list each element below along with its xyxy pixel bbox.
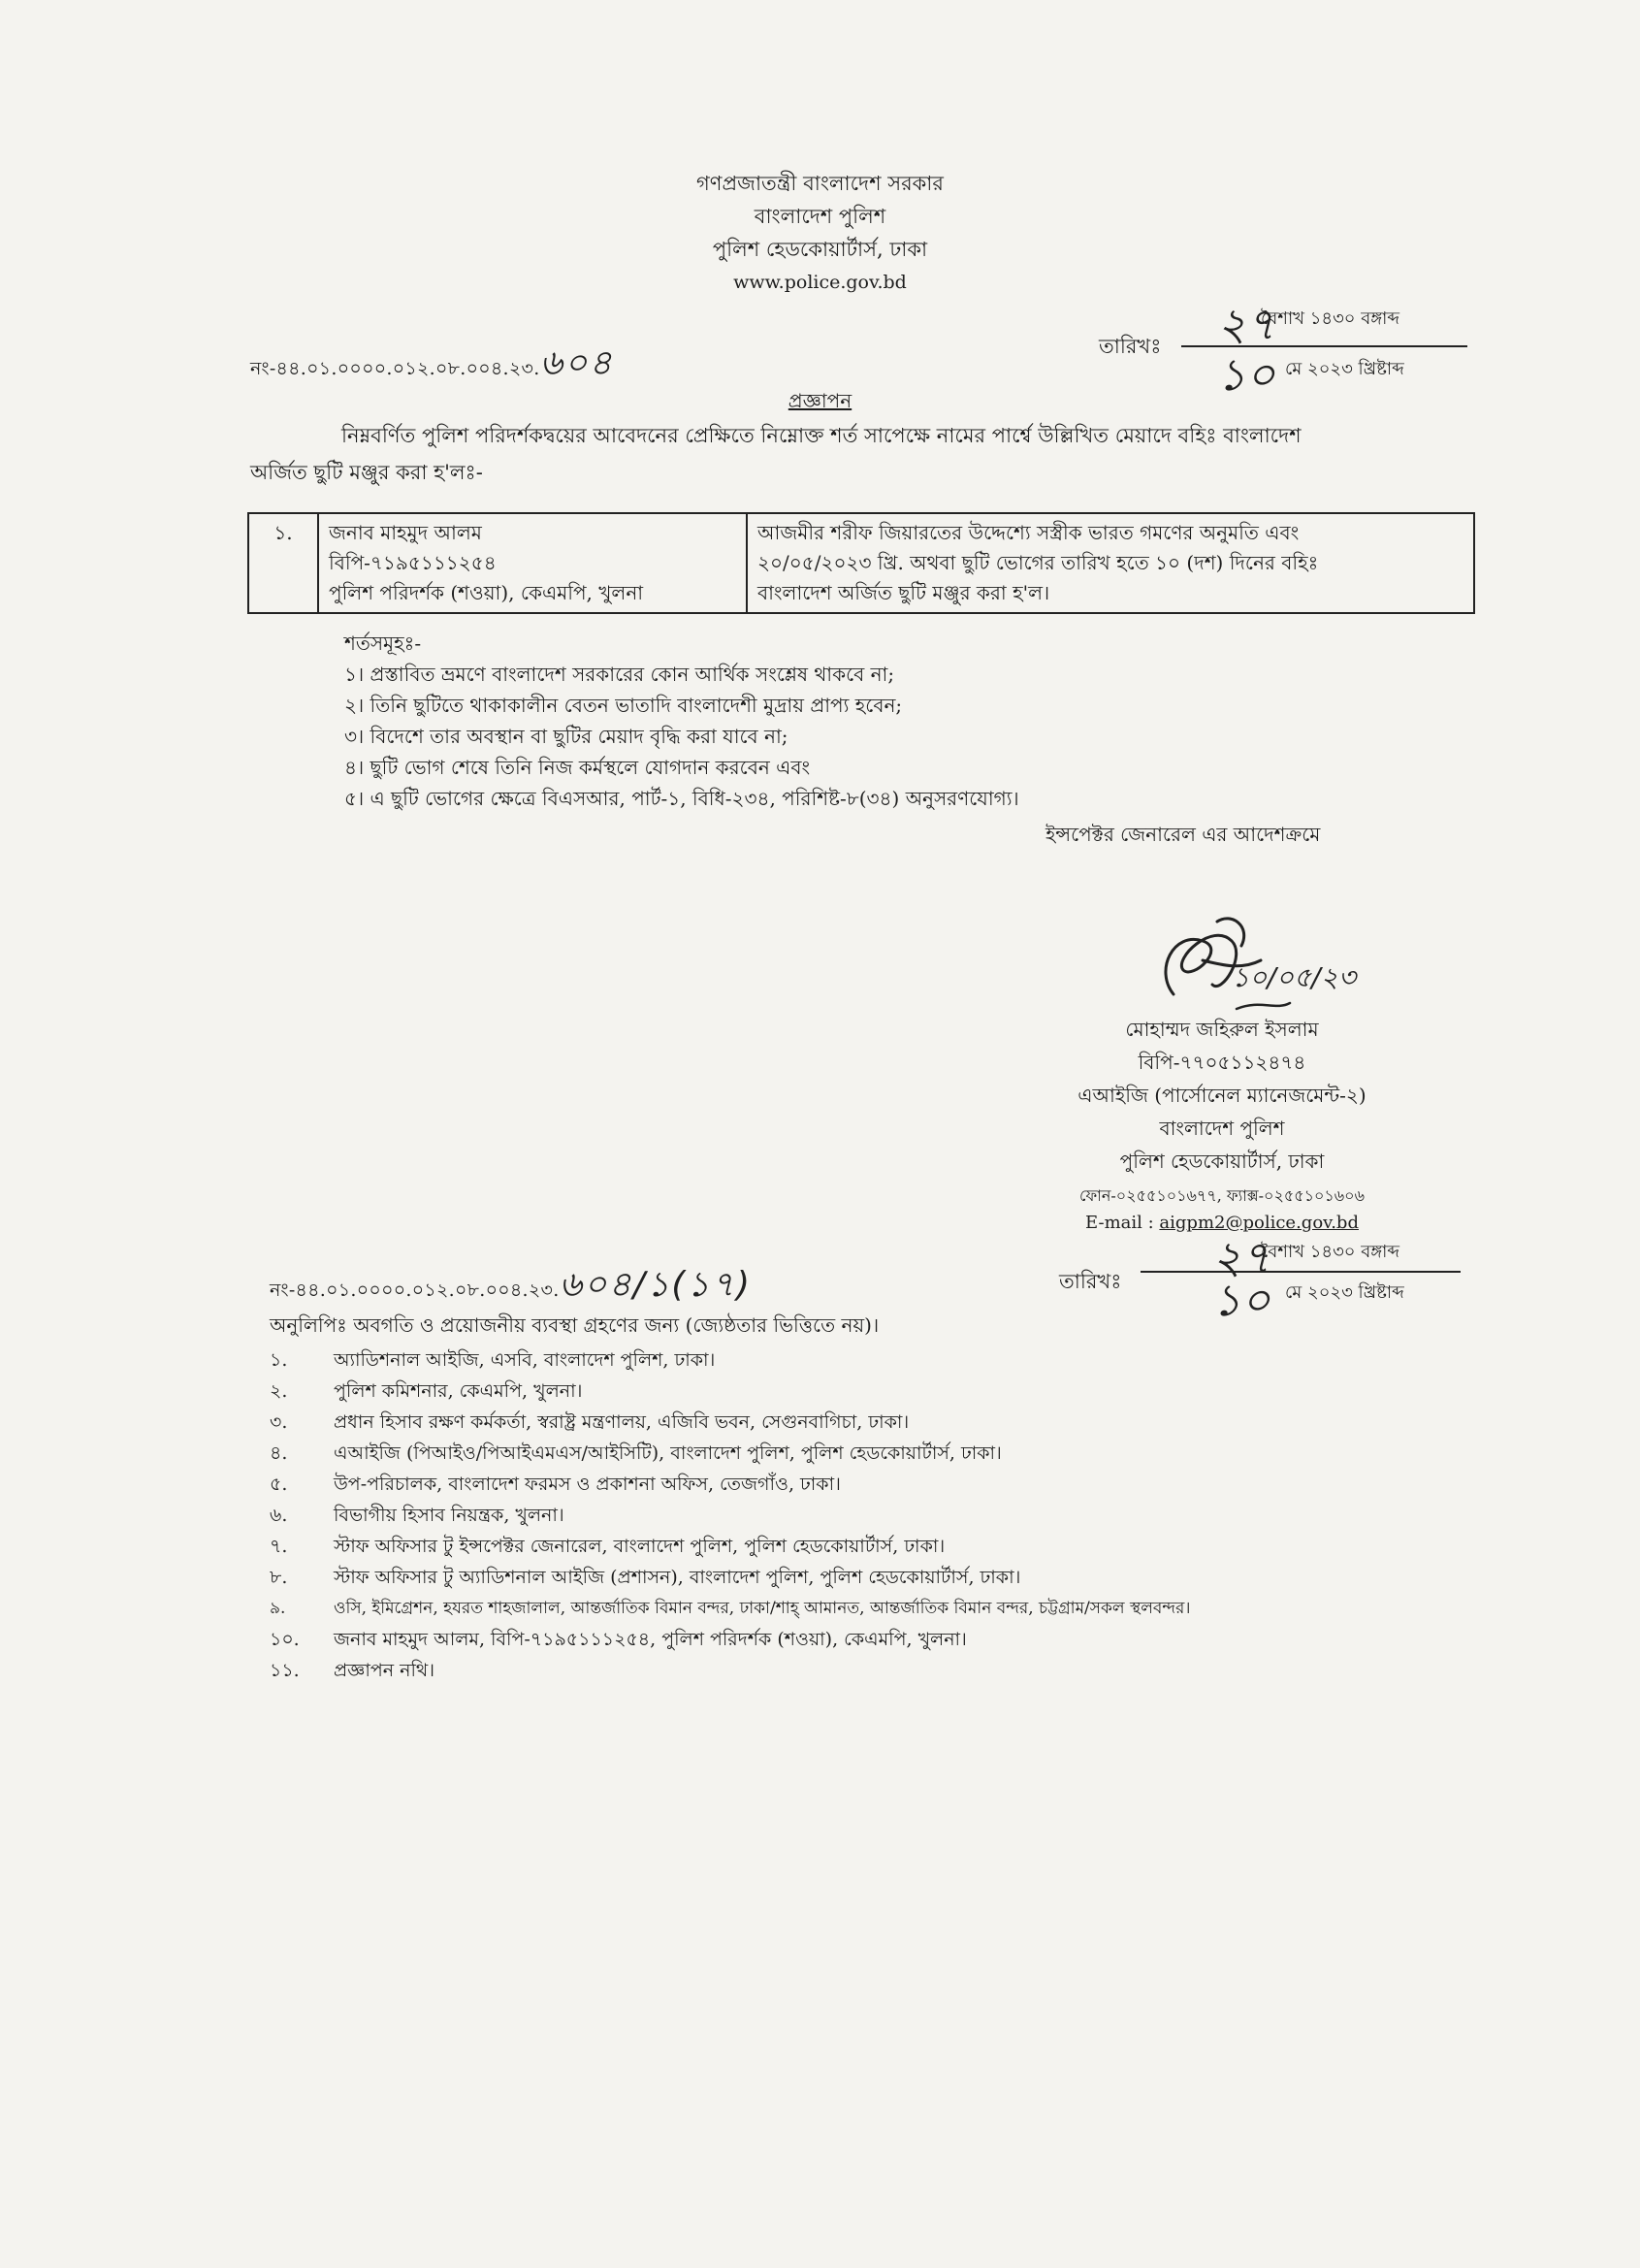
- list-item: ১. অ্যাডিশনাল আইজি, এসবি, বাংলাদেশ পুলিশ, ঢাকা।: [270, 1349, 716, 1371]
- signature-date: ১০/০৫/২৩: [1232, 961, 1357, 993]
- grant-details-line2: ২০/০৫/২০২৩ খ্রি. অথবা ছুটি ভোগের তারিখ হতে ১০ (দশ) দিনের বহিঃ: [757, 551, 1319, 574]
- copy-memo-ref-prefix: নং-৪৪.০১.০০০০.০১২.০৮.০০৪.২৩.: [270, 1280, 560, 1301]
- copy-date-day-bn: ২৭: [1212, 1231, 1270, 1283]
- notice-heading: প্রজ্ঞাপন: [788, 389, 852, 412]
- list-item: ১০. জনাব মাহমুদ আলম, বিপি-৭১৯৫১১১২৫৪, পুলিশ পরিদর্শক (শওয়া), কেএমপি, খুলনা।: [270, 1629, 967, 1650]
- office-title: পুলিশ হেডকোয়ার্টার্স, ঢাকা: [712, 238, 928, 261]
- email-link[interactable]: aigpm2@police.gov.bd: [1159, 1213, 1359, 1233]
- conditions-title: শর্তসমূহঃ-: [344, 632, 422, 655]
- memo-date-day-en: ১০: [1217, 348, 1275, 401]
- signatory-designation: এআইজি (পার্সোনেল ম্যানেজমেন্ট-২): [1077, 1084, 1367, 1107]
- condition-item: ২। তিনি ছুটিতে থাকাকালীন বেতন ভাতাদি বাংলাদেশী মুদ্রায় প্রাপ্য হবেন;: [344, 694, 903, 717]
- list-item: ৫. উপ-পরিচালক, বাংলাদেশ ফরমস ও প্রকাশনা অফিস, তেজগাঁও, ঢাকা।: [270, 1474, 841, 1495]
- memo-date-day-bn: ২৭: [1217, 298, 1275, 350]
- copy-date-divider: [1141, 1271, 1461, 1273]
- list-item: ২. পুলিশ কমিশনার, কেএমপি, খুলনা।: [270, 1380, 583, 1402]
- notice-intro-line1: নিম্নবর্ণিত পুলিশ পরিদর্শকদ্বয়ের আবেদনের প্রেক্ষিতে নিম্নোক্ত শর্ত সাপেক্ষে নামের পার্শ্বে উল্লিখিত মেয়াদে বহিঃ বাংলাদেশ: [341, 424, 1302, 447]
- copy-date-month-en: মে ২০২৩ খ্রিষ্টাব্দ: [1285, 1282, 1404, 1303]
- condition-item: ১। প্রস্তাবিত ভ্রমণে বাংলাদেশ সরকারের কোন আর্থিক সংশ্লেষ থাকবে না;: [344, 663, 895, 686]
- condition-item: ৩। বিদেশে তার অবস্থান বা ছুটির মেয়াদ বৃদ্ধি করা যাবে না;: [344, 725, 788, 748]
- grant-officer-bp: বিপি-৭১৯৫১১১২৫৪: [329, 551, 497, 574]
- grant-details-line1: আজমীর শরীফ জিয়ারতের উদ্দেশ্যে সস্ত্রীক ভারত গমণের অনুমতি এবং: [757, 521, 1300, 544]
- grant-table: [247, 512, 1475, 614]
- list-item: ৩. প্রধান হিসাব রক্ষণ কর্মকর্তা, স্বরাষ্ট্র মন্ত্রণালয়, এজিবি ভবন, সেগুনবাগিচা, ঢাকা।: [270, 1411, 910, 1433]
- grant-serial: ১.: [248, 513, 318, 613]
- signatory-org: বাংলাদেশ পুলিশ: [1159, 1117, 1285, 1140]
- website: www.police.gov.bd: [733, 272, 907, 293]
- grant-details-cell: [747, 513, 1474, 613]
- govt-title: গণপ্রজাতন্ত্রী বাংলাদেশ সরকার: [696, 172, 944, 195]
- signatory-phone: ফোন-০২৫৫১০১৬৭৭, ফ্যাক্স-০২৫৫১০১৬০৬: [1079, 1186, 1365, 1205]
- grant-details-line3: বাংলাদেশ অর্জিত ছুটি মঞ্জুর করা হ'ল।: [757, 581, 1050, 604]
- email-label: E-mail :: [1085, 1213, 1160, 1233]
- grant-officer-cell: [318, 513, 747, 613]
- list-item: ৬. বিভাগীয় হিসাব নিয়ন্ত্রক, খুলনা।: [270, 1505, 564, 1526]
- memo-date-month-bn: বৈশাখ ১৪৩০ বঙ্গাব্দ: [1261, 308, 1400, 329]
- signatory-name: মোহাম্মদ জহিরুল ইসলাম: [1125, 1018, 1319, 1041]
- memo-date-label: তারিখঃ: [1099, 335, 1162, 358]
- copy-memo-ref-handwritten: ৬০৪/১(১৭): [559, 1265, 753, 1305]
- memo-ref-prefix: নং-৪৪.০১.০০০০.০১২.০৮.০০৪.২৩.: [250, 358, 540, 379]
- copy-date-label: তারিখঃ: [1059, 1270, 1122, 1293]
- org-title: বাংলাদেশ পুলিশ: [754, 205, 886, 228]
- list-item: ৮. স্টাফ অফিসার টু অ্যাডিশনাল আইজি (প্রশাসন), বাংলাদেশ পুলিশ, পুলিশ হেডকোয়ার্টার্স, ঢাকা।: [270, 1567, 1021, 1588]
- grant-officer-name: জনাব মাহমুদ আলম: [329, 521, 482, 544]
- list-item: ১১. প্রজ্ঞাপন নথি।: [270, 1660, 435, 1681]
- copy-date-month-bn: বৈশাখ ১৪৩০ বঙ্গাব্দ: [1261, 1242, 1400, 1262]
- memo-ref-handwritten: ৬০৪: [539, 343, 614, 383]
- condition-item: ৫। এ ছুটি ভোগের ক্ষেত্রে বিএসআর, পার্ট-১, বিধি-২৩৪, পরিশিষ্ট-৮(৩৪) অনুসরণযোগ্য।: [344, 787, 1019, 810]
- signatory-bp: বিপি-৭৭০৫১১২৪৭৪: [1138, 1051, 1306, 1074]
- table-row: [248, 513, 1474, 613]
- copy-memo-ref: [270, 1258, 752, 1316]
- memo-date-month-en: মে ২০২৩ খ্রিষ্টাব্দ: [1285, 359, 1404, 379]
- list-item: ৯. ওসি, ইমিগ্রেশন, হযরত শাহজালাল, আন্তর্জাতিক বিমান বন্দর, ঢাকা/শাহ্‌ আমানত, আন্তর্জাতিক বিমান বন্দর, চট্টগ্রাম/সকল স্থলবন্দর।: [270, 1599, 1191, 1618]
- copies-intro: অনুলিপিঃ অবগতি ও প্রয়োজনীয় ব্যবস্থা গ্রহণের জন্য (জ্যেষ্ঠতার ভিত্তিতে নয়)।: [270, 1313, 880, 1337]
- notice-intro-line2: অর্জিত ছুটি মঞ্জুর করা হ'লঃ-: [250, 461, 483, 484]
- condition-item: ৪। ছুটি ভোগ শেষে তিনি নিজ কর্মস্থলে যোগদান করবেন এবং: [344, 756, 811, 779]
- list-item: ৭. স্টাফ অফিসার টু ইন্সপেক্টর জেনারেল, বাংলাদেশ পুলিশ, পুলিশ হেডকোয়ার্টার্স, ঢাকা।: [270, 1536, 946, 1557]
- order-line: ইন্সপেক্টর জেনারেল এর আদেশক্রমে: [1045, 823, 1321, 846]
- copy-date-day-en: ১০: [1212, 1274, 1270, 1326]
- list-item: ৪. এআইজি (পিআইও/পিআইএমএস/আইসিটি), বাংলাদেশ পুলিশ, পুলিশ হেডকোয়ার্টার্স, ঢাকা।: [270, 1442, 1002, 1464]
- signatory-office: পুলিশ হেডকোয়ার্টার্স, ঢাকা: [1119, 1150, 1325, 1173]
- grant-officer-designation: পুলিশ পরিদর্শক (শওয়া), কেএমপি, খুলনা: [329, 581, 644, 604]
